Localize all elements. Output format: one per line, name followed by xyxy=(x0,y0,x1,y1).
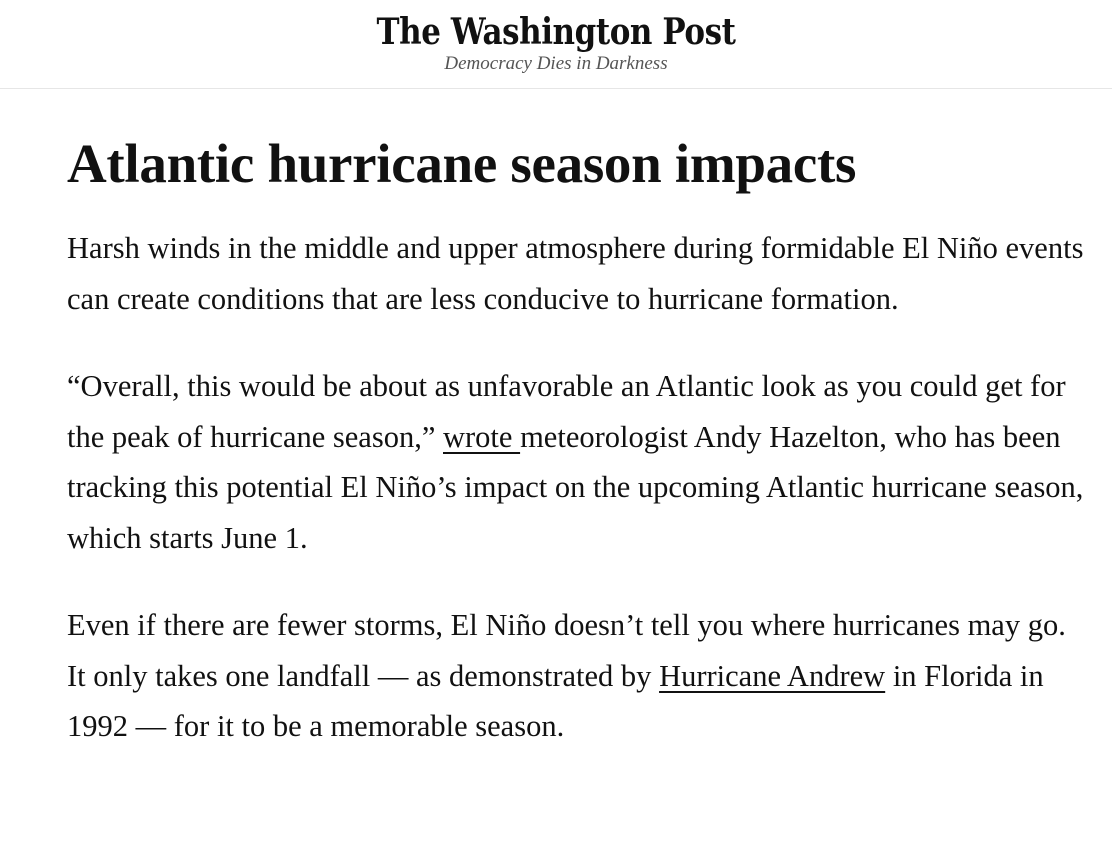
masthead xyxy=(0,0,1112,89)
paragraph-3-text-before: Even if there are fewer storms, El Niño doesn’t tell you where hurricanes may go. It only takes one landfall — as demonstrated by xyxy=(67,608,1066,693)
masthead-tagline: Democracy Dies in Darkness xyxy=(444,53,668,74)
paragraph-2 xyxy=(67,361,1087,563)
hurricane-andrew-link[interactable]: Hurricane Andrew xyxy=(659,658,886,693)
washington-post-logo[interactable]: The Washington Post xyxy=(376,11,736,53)
wrote-link[interactable]: wrote xyxy=(443,419,521,454)
paragraph-3 xyxy=(67,600,1087,752)
paragraph-2-text-after: meteorologist Andy Hazelton, who has been tracking this potential El Niño’s impact on the upcoming Atlantic hurricane season, which starts June 1. xyxy=(67,419,1084,555)
article-body xyxy=(67,128,1087,789)
article-headline: Atlantic hurricane season impacts xyxy=(67,133,857,194)
paragraph-1: Harsh winds in the middle and upper atmosphere during formidable El Niño events can create conditions that are less conducive to hurricane formation. xyxy=(67,231,1084,316)
paragraph-2-text-before: “Overall, this would be about as unfavorable an Atlantic look as you could get for the peak of hurricane season,” xyxy=(67,369,1066,454)
paragraph-3-text-after: in Florida in 1992 — for it to be a memorable season. xyxy=(67,658,1044,743)
